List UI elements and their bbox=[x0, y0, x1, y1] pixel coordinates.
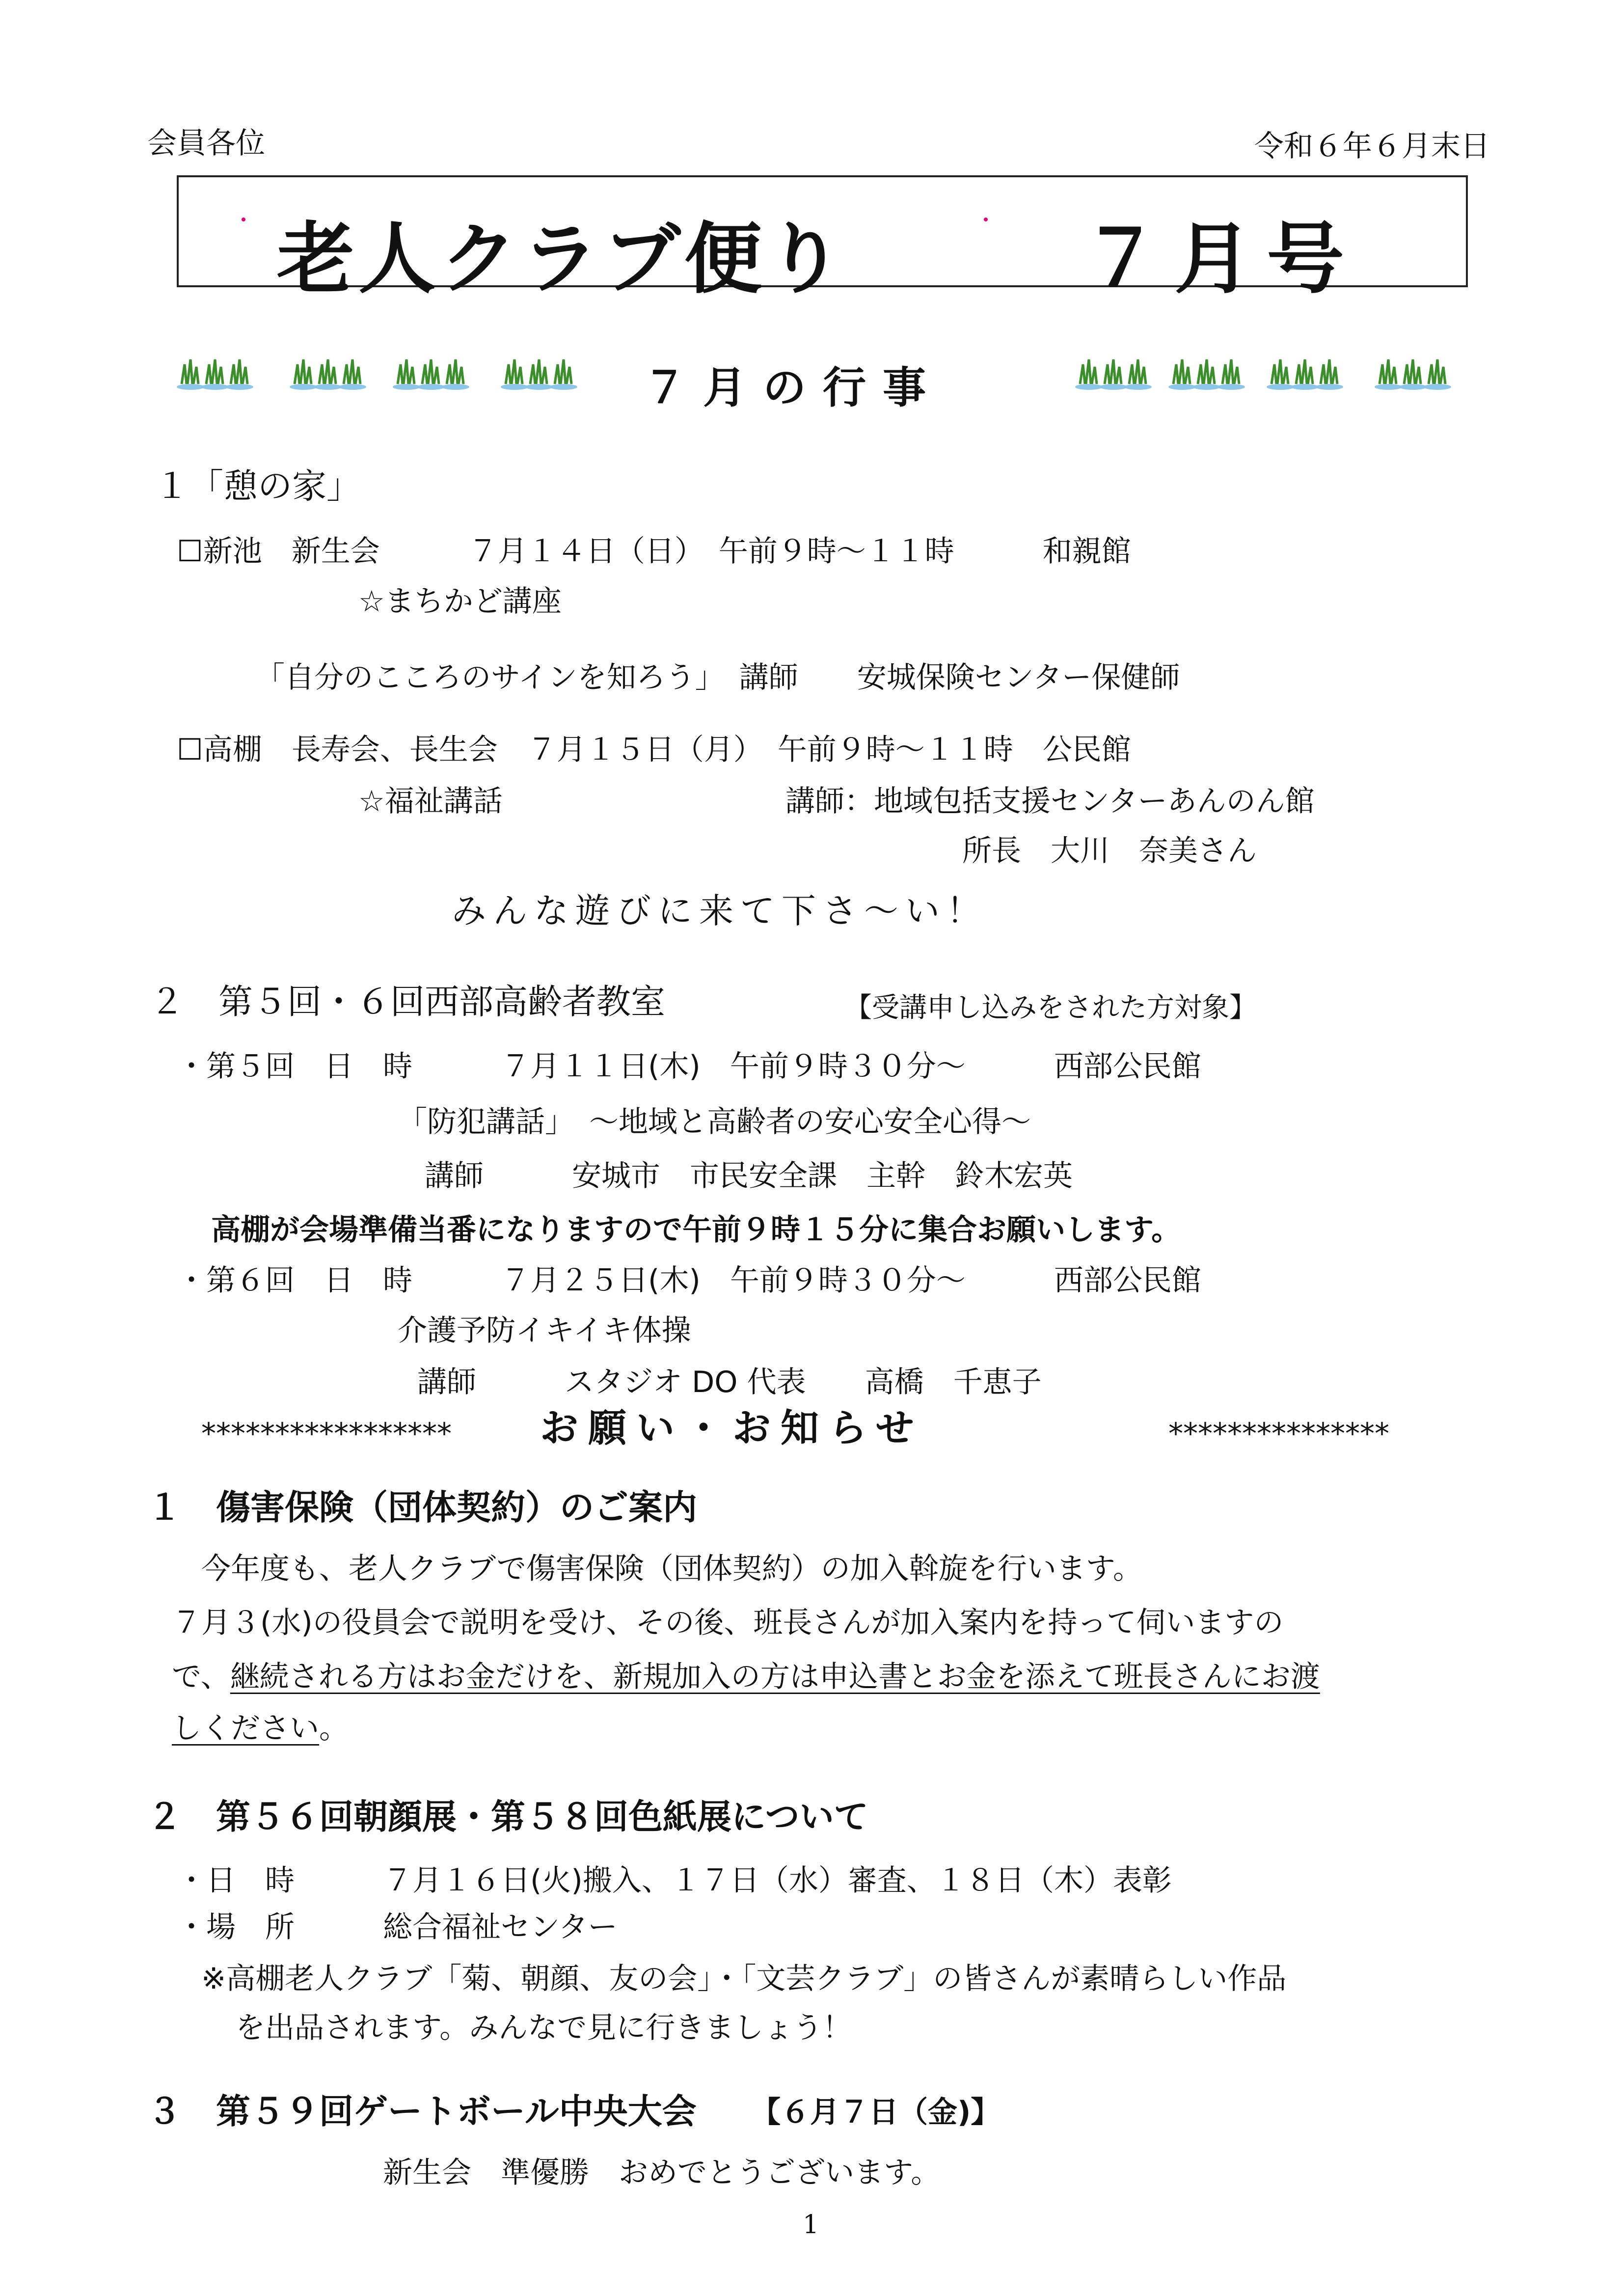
newsletter-title: 老人クラブ便り bbox=[277, 214, 847, 304]
session5-line4: 高棚が会場準備当番になりますので午前９時１５分に集合お願いします。 bbox=[211, 1213, 1181, 1247]
notice2-heading: ２ 第５６回朝顔展・第５８回色紙展について bbox=[147, 1797, 868, 1837]
notice1-text: で、 bbox=[172, 1660, 230, 1694]
notice2-place: ・場 所 総合福祉センター bbox=[177, 1910, 618, 1944]
issue-date: 令和６年６月末日 bbox=[1254, 129, 1490, 164]
notice1-paragraph-line1: 今年度も、老人クラブで傷害保険（団体契約）の加入斡旋を行います。 bbox=[201, 1552, 1142, 1586]
recipients-label: 会員各位 bbox=[147, 126, 265, 161]
session5-line3: 講師 安城市 市民安全課 主幹 鈴木宏英 bbox=[425, 1159, 1073, 1193]
session6-line2: 介護予防イキイキ体操 bbox=[398, 1313, 691, 1348]
notice1-text: 。 bbox=[319, 1711, 349, 1746]
notice1-paragraph-line3 bbox=[172, 1662, 1320, 1692]
events-heading: ７月の行事 bbox=[643, 362, 943, 413]
notice2-note-line1: ※高棚老人クラブ「菊、朝顔、友の会」・「文芸クラブ」の皆さんが素晴らしい作品 bbox=[201, 1962, 1287, 1996]
section1-item2-line3: 所長 大川 奈美さん bbox=[962, 834, 1257, 868]
notice1-underlined-text: しください bbox=[172, 1711, 319, 1746]
session6-line1: ・第６回 日 時 ７月２５日(木) 午前９時３０分～ 西部公民館 bbox=[177, 1263, 1201, 1298]
notice-heading: お願い・お知らせ bbox=[540, 1406, 924, 1450]
notice3-result: 新生会 準優勝 おめでとうございます。 bbox=[383, 2156, 941, 2190]
grass-decoration-right bbox=[1070, 350, 1492, 394]
section1-item1-line3: 「自分のこころのサインを知ろう」 講師 安城保険センター保健師 bbox=[255, 660, 1180, 695]
section1-item2-line1: ☐高棚 長寿会、長生会 ７月１５日（月） 午前９時～１１時 公民館 bbox=[177, 733, 1131, 767]
notice2-date: ・日 時 ７月１６日(火)搬入、１７日（水）審査、１８日（木）表彰 bbox=[177, 1863, 1172, 1898]
section1-item2-line2: ☆福祉講話 bbox=[358, 784, 503, 819]
grass-decoration-left bbox=[177, 350, 599, 394]
notice1-underlined-text: 継続される方はお金だけを、新規加入の方は申込書とお金を添えて班長さんにお渡 bbox=[230, 1660, 1320, 1694]
section2-note: 【受講申し込みをされた方対象】 bbox=[844, 992, 1257, 1024]
title-box bbox=[177, 175, 1468, 304]
notice1-heading: １ 傷害保険（団体契約）のご案内 bbox=[147, 1487, 697, 1528]
section2-heading: ２ 第５回・６回西部高齢者教室 bbox=[150, 982, 665, 1022]
page-number: 1 bbox=[803, 2210, 819, 2240]
notice1-paragraph-line4 bbox=[172, 1711, 349, 1746]
session5-line2: 「防犯講話」 ～地域と高齢者の安心安全心得～ bbox=[398, 1105, 1031, 1139]
section1-heading: １「憩の家」 bbox=[155, 466, 361, 506]
session6-line3: 講師 スタジオ DO 代表 高橋 千恵子 bbox=[417, 1365, 1042, 1399]
stars-left: ***************** bbox=[201, 1417, 452, 1451]
decorative-dot bbox=[984, 218, 988, 221]
notice3-date: 【６月７日（金)】 bbox=[751, 2095, 1001, 2130]
newsletter-issue: ７月号 bbox=[1082, 214, 1359, 304]
invitation-text: みんな遊びに来て下さ～い！ bbox=[452, 891, 988, 931]
stars-right: *************** bbox=[1168, 1417, 1389, 1451]
notice3-heading: ３ 第５９回ゲートボール中央大会 bbox=[147, 2091, 697, 2132]
section1-item1-line2: ☆まちかど講座 bbox=[358, 584, 562, 619]
notice1-paragraph-line2: ７月３(水)の役員会で説明を受け、その後、班長さんが加入案内を持って伺いますの bbox=[172, 1606, 1284, 1640]
decorative-dot bbox=[242, 218, 245, 221]
section1-item2-line2b: 講師：地域包括支援センターあんのん館 bbox=[785, 784, 1315, 819]
section1-item1-line1: ☐新池 新生会 ７月１４日（日） 午前９時～１１時 和親館 bbox=[177, 534, 1131, 569]
notice2-note-line2: を出品されます。みんなで見に行きましょう！ bbox=[236, 2011, 852, 2045]
session5-line1: ・第５回 日 時 ７月１１日(木) 午前９時３０分～ 西部公民館 bbox=[177, 1049, 1201, 1084]
